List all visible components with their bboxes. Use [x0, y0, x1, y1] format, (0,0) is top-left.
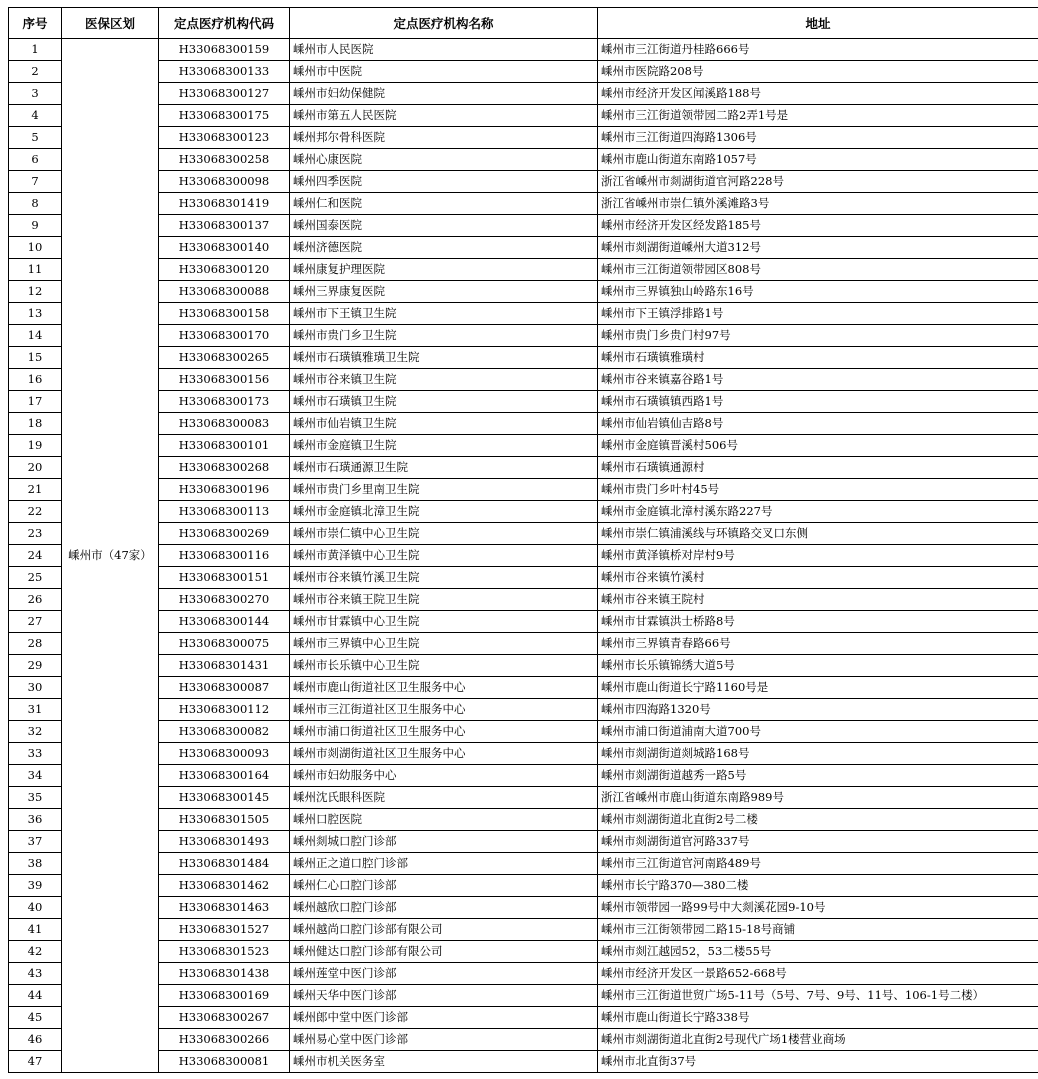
row-name: 嵊州市长乐镇中心卫生院 [290, 655, 598, 677]
header-row [9, 8, 1038, 39]
row-seq: 31 [9, 699, 62, 721]
row-address: 嵊州市鹿山街道东南路1057号 [598, 149, 1038, 171]
row-code: H33068301505 [159, 809, 290, 831]
row-name: 嵊州市石璜镇卫生院 [290, 391, 598, 413]
table-row [9, 281, 1038, 303]
row-code: H33068301493 [159, 831, 290, 853]
row-code: H33068300151 [159, 567, 290, 589]
row-address: 浙江省嵊州市鹿山街道东南路989号 [598, 787, 1038, 809]
row-name: 嵊州邦尔骨科医院 [290, 127, 598, 149]
row-code: H33068300101 [159, 435, 290, 457]
row-address: 嵊州市金庭镇晋溪村506号 [598, 435, 1038, 457]
row-name: 嵊州越欣口腔门诊部 [290, 897, 598, 919]
row-address: 嵊州市经济开发区闻溪路188号 [598, 83, 1038, 105]
row-name: 嵊州天华中医门诊部 [290, 985, 598, 1007]
row-seq: 10 [9, 237, 62, 259]
table-row [9, 127, 1038, 149]
table-row [9, 633, 1038, 655]
row-name: 嵊州心康医院 [290, 149, 598, 171]
row-name: 嵊州仁和医院 [290, 193, 598, 215]
row-name: 嵊州市崇仁镇中心卫生院 [290, 523, 598, 545]
header-seq: 序号 [9, 8, 62, 39]
table-row [9, 545, 1038, 567]
table-row [9, 567, 1038, 589]
row-address: 嵊州市长乐镇锦绣大道5号 [598, 655, 1038, 677]
table-row [9, 325, 1038, 347]
header-region: 医保区划 [62, 8, 159, 39]
region-cell: 嵊州市（47家） [62, 39, 159, 1073]
row-name: 嵊州市中医院 [290, 61, 598, 83]
row-seq: 39 [9, 875, 62, 897]
row-address: 嵊州市剡湖街道剡城路168号 [598, 743, 1038, 765]
row-code: H33068300144 [159, 611, 290, 633]
table-row [9, 215, 1038, 237]
row-code: H33068300120 [159, 259, 290, 281]
row-name: 嵊州剡城口腔门诊部 [290, 831, 598, 853]
row-name: 嵊州市石璜通源卫生院 [290, 457, 598, 479]
row-address: 嵊州市贵门乡贵门村97号 [598, 325, 1038, 347]
table-row [9, 589, 1038, 611]
table-row [9, 391, 1038, 413]
row-seq: 45 [9, 1007, 62, 1029]
row-code: H33068300156 [159, 369, 290, 391]
row-name: 嵊州易心堂中医门诊部 [290, 1029, 598, 1051]
row-address: 嵊州市三江街领带园二路15-18号商铺 [598, 919, 1038, 941]
table-row [9, 787, 1038, 809]
row-name: 嵊州市石璜镇雅璜卫生院 [290, 347, 598, 369]
row-name: 嵊州三界康复医院 [290, 281, 598, 303]
table-row [9, 919, 1038, 941]
row-seq: 11 [9, 259, 62, 281]
row-code: H33068301431 [159, 655, 290, 677]
row-name: 嵊州市贵门乡里南卫生院 [290, 479, 598, 501]
row-name: 嵊州市浦口街道社区卫生服务中心 [290, 721, 598, 743]
row-name: 嵊州市三江街道社区卫生服务中心 [290, 699, 598, 721]
table-row [9, 941, 1038, 963]
row-seq: 25 [9, 567, 62, 589]
table-row [9, 875, 1038, 897]
row-seq: 44 [9, 985, 62, 1007]
row-address: 嵊州市谷来镇竹溪村 [598, 567, 1038, 589]
row-address: 浙江省嵊州市崇仁镇外溪滩路3号 [598, 193, 1038, 215]
row-name: 嵊州市黄泽镇中心卫生院 [290, 545, 598, 567]
row-address: 嵊州市三江街道世贸广场5-11号（5号、7号、9号、11号、106-1号二楼） [598, 985, 1038, 1007]
row-code: H33068300081 [159, 1051, 290, 1073]
row-seq: 9 [9, 215, 62, 237]
row-seq: 37 [9, 831, 62, 853]
row-code: H33068300159 [159, 39, 290, 61]
row-name: 嵊州四季医院 [290, 171, 598, 193]
row-seq: 2 [9, 61, 62, 83]
row-seq: 20 [9, 457, 62, 479]
row-address: 嵊州市崇仁镇浦溪线与环镇路交叉口东侧 [598, 523, 1038, 545]
table-row [9, 699, 1038, 721]
row-code: H33068300170 [159, 325, 290, 347]
table-row [9, 83, 1038, 105]
row-address: 嵊州市鹿山街道长宁路338号 [598, 1007, 1038, 1029]
row-seq: 6 [9, 149, 62, 171]
row-address: 嵊州市剡湖街道嵊州大道312号 [598, 237, 1038, 259]
row-code: H33068300258 [159, 149, 290, 171]
row-address: 嵊州市剡江越园52，53二楼55号 [598, 941, 1038, 963]
table-row [9, 1029, 1038, 1051]
row-code: H33068300268 [159, 457, 290, 479]
row-seq: 26 [9, 589, 62, 611]
row-address: 嵊州市石璜镇通源村 [598, 457, 1038, 479]
table-row [9, 149, 1038, 171]
row-seq: 12 [9, 281, 62, 303]
row-code: H33068300137 [159, 215, 290, 237]
row-address: 嵊州市剡湖街道官河路337号 [598, 831, 1038, 853]
institution-table [8, 7, 1038, 1073]
row-code: H33068300267 [159, 1007, 290, 1029]
row-code: H33068300269 [159, 523, 290, 545]
row-code: H33068300169 [159, 985, 290, 1007]
row-code: H33068300266 [159, 1029, 290, 1051]
table-row [9, 501, 1038, 523]
row-name: 嵊州市金庭镇卫生院 [290, 435, 598, 457]
row-seq: 38 [9, 853, 62, 875]
table-row [9, 831, 1038, 853]
row-name: 嵊州市金庭镇北漳卫生院 [290, 501, 598, 523]
row-address: 嵊州市长宁路370—380二楼 [598, 875, 1038, 897]
row-address: 嵊州市谷来镇嘉谷路1号 [598, 369, 1038, 391]
row-code: H33068300098 [159, 171, 290, 193]
row-name: 嵊州仁心口腔门诊部 [290, 875, 598, 897]
row-seq: 22 [9, 501, 62, 523]
table-row [9, 237, 1038, 259]
row-name: 嵊州市人民医院 [290, 39, 598, 61]
table-row [9, 457, 1038, 479]
table-row [9, 39, 1038, 61]
row-seq: 40 [9, 897, 62, 919]
row-code: H33068301438 [159, 963, 290, 985]
table-row [9, 1007, 1038, 1029]
row-seq: 23 [9, 523, 62, 545]
row-address: 嵊州市三江街道四海路1306号 [598, 127, 1038, 149]
row-address: 嵊州市三江街道官河南路489号 [598, 853, 1038, 875]
row-address: 浙江省嵊州市剡湖街道官河路228号 [598, 171, 1038, 193]
row-seq: 28 [9, 633, 62, 655]
row-name: 嵊州市下王镇卫生院 [290, 303, 598, 325]
row-seq: 33 [9, 743, 62, 765]
row-code: H33068301419 [159, 193, 290, 215]
row-code: H33068301463 [159, 897, 290, 919]
row-address: 嵊州市甘霖镇洪士桥路8号 [598, 611, 1038, 633]
row-name: 嵊州健达口腔门诊部有限公司 [290, 941, 598, 963]
row-seq: 46 [9, 1029, 62, 1051]
row-address: 嵊州市三江街道丹桂路666号 [598, 39, 1038, 61]
row-name: 嵊州市谷来镇竹溪卫生院 [290, 567, 598, 589]
row-seq: 3 [9, 83, 62, 105]
row-seq: 21 [9, 479, 62, 501]
row-name: 嵊州康复护理医院 [290, 259, 598, 281]
row-code: H33068300173 [159, 391, 290, 413]
row-code: H33068300133 [159, 61, 290, 83]
row-code: H33068300116 [159, 545, 290, 567]
table-row [9, 105, 1038, 127]
row-seq: 13 [9, 303, 62, 325]
row-seq: 14 [9, 325, 62, 347]
row-address: 嵊州市石璜镇镇西路1号 [598, 391, 1038, 413]
row-address: 嵊州市黄泽镇桥对岸村9号 [598, 545, 1038, 567]
row-seq: 5 [9, 127, 62, 149]
row-name: 嵊州郎中堂中医门诊部 [290, 1007, 598, 1029]
row-name: 嵊州市三界镇中心卫生院 [290, 633, 598, 655]
row-address: 嵊州市三界镇独山岭路东16号 [598, 281, 1038, 303]
row-address: 嵊州市仙岩镇仙吉路8号 [598, 413, 1038, 435]
row-address: 嵊州市领带园一路99号中大剡溪花园9-10号 [598, 897, 1038, 919]
row-code: H33068300175 [159, 105, 290, 127]
row-address: 嵊州市浦口街道浦南大道700号 [598, 721, 1038, 743]
row-seq: 36 [9, 809, 62, 831]
row-address: 嵊州市谷来镇王院村 [598, 589, 1038, 611]
table-row [9, 809, 1038, 831]
row-name: 嵊州市谷来镇王院卫生院 [290, 589, 598, 611]
row-address: 嵊州市鹿山街道长宁路1160号是 [598, 677, 1038, 699]
row-seq: 35 [9, 787, 62, 809]
table-row [9, 853, 1038, 875]
row-seq: 1 [9, 39, 62, 61]
header-address: 地址 [598, 8, 1038, 39]
row-seq: 27 [9, 611, 62, 633]
row-address: 嵊州市三江街道领带园二路2弄1号是 [598, 105, 1038, 127]
row-code: H33068300158 [159, 303, 290, 325]
row-seq: 42 [9, 941, 62, 963]
row-name: 嵊州市机关医务室 [290, 1051, 598, 1073]
row-seq: 15 [9, 347, 62, 369]
row-address: 嵊州市剡湖街道北直街2号现代广场1楼营业商场 [598, 1029, 1038, 1051]
row-seq: 16 [9, 369, 62, 391]
table-row [9, 347, 1038, 369]
row-code: H33068300127 [159, 83, 290, 105]
row-name: 嵊州市第五人民医院 [290, 105, 598, 127]
row-name: 嵊州沈氏眼科医院 [290, 787, 598, 809]
table-row [9, 61, 1038, 83]
row-code: H33068300087 [159, 677, 290, 699]
row-address: 嵊州市经济开发区一景路652-668号 [598, 963, 1038, 985]
row-name: 嵊州市妇幼服务中心 [290, 765, 598, 787]
table-row [9, 479, 1038, 501]
row-name: 嵊州莲堂中医门诊部 [290, 963, 598, 985]
row-name: 嵊州市鹿山街道社区卫生服务中心 [290, 677, 598, 699]
table-row [9, 655, 1038, 677]
row-seq: 4 [9, 105, 62, 127]
header-name: 定点医疗机构名称 [290, 8, 598, 39]
row-name: 嵊州市妇幼保健院 [290, 83, 598, 105]
table-row [9, 611, 1038, 633]
row-name: 嵊州越尚口腔门诊部有限公司 [290, 919, 598, 941]
row-address: 嵊州市医院路208号 [598, 61, 1038, 83]
row-code: H33068301484 [159, 853, 290, 875]
row-name: 嵊州市剡湖街道社区卫生服务中心 [290, 743, 598, 765]
row-address: 嵊州市金庭镇北漳村溪东路227号 [598, 501, 1038, 523]
table-row [9, 897, 1038, 919]
row-address: 嵊州市北直街37号 [598, 1051, 1038, 1073]
row-code: H33068300270 [159, 589, 290, 611]
row-seq: 47 [9, 1051, 62, 1073]
row-code: H33068300093 [159, 743, 290, 765]
row-seq: 19 [9, 435, 62, 457]
table-row [9, 369, 1038, 391]
row-seq: 29 [9, 655, 62, 677]
row-name: 嵊州济德医院 [290, 237, 598, 259]
table-row [9, 413, 1038, 435]
row-name: 嵊州市谷来镇卫生院 [290, 369, 598, 391]
row-seq: 41 [9, 919, 62, 941]
table-row [9, 193, 1038, 215]
row-code: H33068301462 [159, 875, 290, 897]
row-code: H33068300112 [159, 699, 290, 721]
row-code: H33068300196 [159, 479, 290, 501]
row-seq: 32 [9, 721, 62, 743]
row-seq: 7 [9, 171, 62, 193]
row-seq: 8 [9, 193, 62, 215]
row-address: 嵊州市四海路1320号 [598, 699, 1038, 721]
row-seq: 18 [9, 413, 62, 435]
row-code: H33068300140 [159, 237, 290, 259]
table-row [9, 435, 1038, 457]
row-name: 嵊州国泰医院 [290, 215, 598, 237]
row-code: H33068300265 [159, 347, 290, 369]
row-code: H33068300082 [159, 721, 290, 743]
row-code: H33068301523 [159, 941, 290, 963]
row-name: 嵊州市贵门乡卫生院 [290, 325, 598, 347]
row-seq: 34 [9, 765, 62, 787]
row-code: H33068300088 [159, 281, 290, 303]
row-address: 嵊州市三界镇青春路66号 [598, 633, 1038, 655]
row-address: 嵊州市剡湖街道越秀一路5号 [598, 765, 1038, 787]
row-address: 嵊州市经济开发区经发路185号 [598, 215, 1038, 237]
row-address: 嵊州市贵门乡叶村45号 [598, 479, 1038, 501]
table-row [9, 259, 1038, 281]
table-row [9, 743, 1038, 765]
row-code: H33068300075 [159, 633, 290, 655]
row-address: 嵊州市石璜镇雅璜村 [598, 347, 1038, 369]
row-name: 嵊州市仙岩镇卫生院 [290, 413, 598, 435]
table-row [9, 721, 1038, 743]
row-seq: 24 [9, 545, 62, 567]
row-seq: 43 [9, 963, 62, 985]
table-row [9, 963, 1038, 985]
row-address: 嵊州市三江街道领带园区808号 [598, 259, 1038, 281]
row-code: H33068300123 [159, 127, 290, 149]
row-code: H33068300113 [159, 501, 290, 523]
row-seq: 30 [9, 677, 62, 699]
table-row [9, 677, 1038, 699]
table-row [9, 765, 1038, 787]
table-row [9, 985, 1038, 1007]
table-row [9, 523, 1038, 545]
row-code: H33068300164 [159, 765, 290, 787]
row-code: H33068300083 [159, 413, 290, 435]
header-code: 定点医疗机构代码 [159, 8, 290, 39]
table-row [9, 303, 1038, 325]
table-row [9, 171, 1038, 193]
row-address: 嵊州市下王镇浮排路1号 [598, 303, 1038, 325]
row-code: H33068301527 [159, 919, 290, 941]
row-name: 嵊州口腔医院 [290, 809, 598, 831]
row-name: 嵊州正之道口腔门诊部 [290, 853, 598, 875]
row-name: 嵊州市甘霖镇中心卫生院 [290, 611, 598, 633]
row-seq: 17 [9, 391, 62, 413]
row-code: H33068300145 [159, 787, 290, 809]
row-address: 嵊州市剡湖街道北直街2号二楼 [598, 809, 1038, 831]
table-row [9, 1051, 1038, 1073]
